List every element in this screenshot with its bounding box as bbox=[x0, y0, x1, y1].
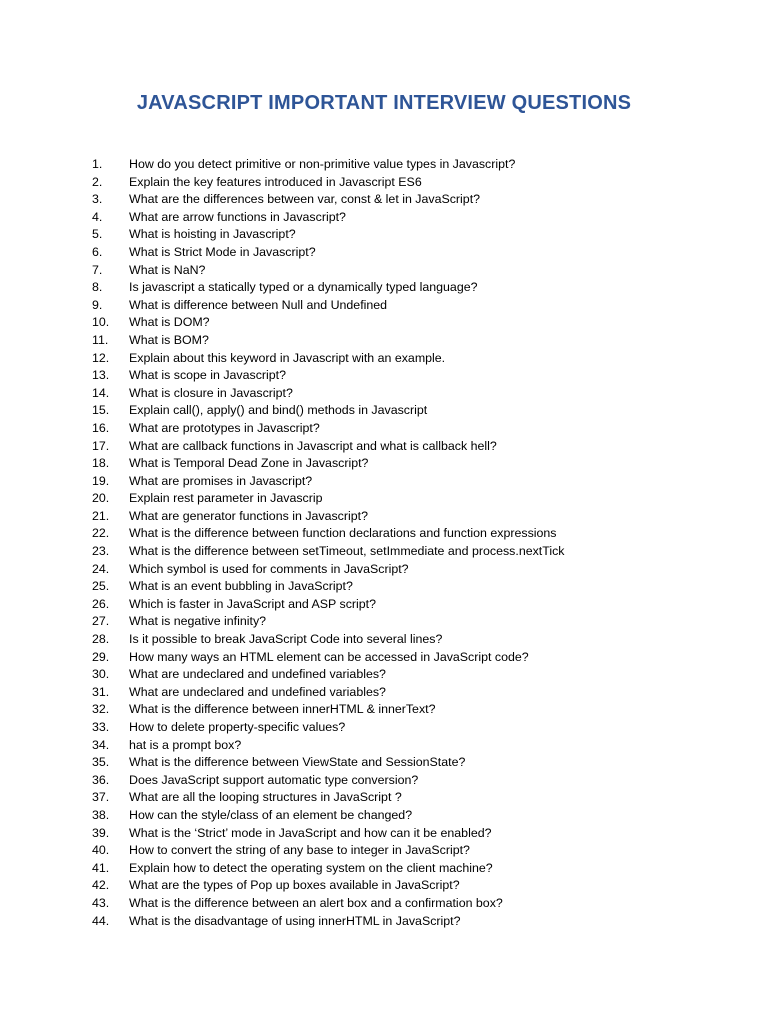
question-text: What is scope in Javascript? bbox=[129, 368, 287, 383]
question-text: Explain rest parameter in Javascrip bbox=[129, 491, 323, 506]
question-item-23 bbox=[0, 543, 768, 561]
question-number: 43. bbox=[92, 895, 110, 910]
question-number: 7. bbox=[92, 262, 103, 277]
question-text: What are promises in Javascript? bbox=[129, 473, 313, 488]
question-text: Which is faster in JavaScript and ASP script? bbox=[129, 596, 377, 611]
question-text: What is the difference between an alert box and a confirmation box? bbox=[129, 895, 503, 910]
question-number: 13. bbox=[92, 368, 110, 383]
question-number: 21. bbox=[92, 508, 110, 523]
question-item-24 bbox=[0, 561, 768, 579]
question-text: Explain call(), apply() and bind() methods in Javascript bbox=[129, 403, 428, 418]
question-number: 15. bbox=[92, 403, 110, 418]
question-item-11 bbox=[0, 332, 768, 350]
question-item-31 bbox=[0, 684, 768, 702]
question-item-13 bbox=[0, 367, 768, 385]
question-item-19 bbox=[0, 473, 768, 491]
question-item-27 bbox=[0, 613, 768, 631]
question-item-4 bbox=[0, 209, 768, 227]
question-number: 22. bbox=[92, 526, 110, 541]
question-item-39 bbox=[0, 825, 768, 843]
question-item-26 bbox=[0, 596, 768, 614]
question-text: What are undeclared and undefined variables? bbox=[129, 667, 386, 682]
question-item-43 bbox=[0, 895, 768, 913]
question-number: 5. bbox=[92, 227, 103, 242]
question-text: Explain how to detect the operating system on the client machine? bbox=[129, 860, 493, 875]
question-text: What is an event bubbling in JavaScript? bbox=[129, 579, 353, 594]
question-number: 26. bbox=[92, 596, 110, 611]
question-item-37 bbox=[0, 789, 768, 807]
question-text: What is Strict Mode in Javascript? bbox=[129, 244, 316, 259]
question-number: 14. bbox=[92, 385, 110, 400]
question-item-28 bbox=[0, 631, 768, 649]
question-text: What is the difference between setTimeout, setImmediate and process.nextTick bbox=[129, 544, 565, 559]
question-item-41 bbox=[0, 860, 768, 878]
question-text: What are generator functions in Javascript? bbox=[129, 508, 368, 523]
question-text: What is the difference between innerHTML & innerText? bbox=[129, 702, 436, 717]
question-item-1 bbox=[0, 156, 768, 174]
question-item-12 bbox=[0, 350, 768, 368]
question-text: What is DOM? bbox=[129, 315, 210, 330]
question-text: How many ways an HTML element can be accessed in JavaScript code? bbox=[129, 649, 529, 664]
question-number: 27. bbox=[92, 614, 110, 629]
question-text: Explain about this keyword in Javascript with an example. bbox=[129, 350, 446, 365]
question-item-17 bbox=[0, 438, 768, 456]
question-number: 37. bbox=[92, 790, 110, 805]
question-text: Is javascript a statically typed or a dynamically typed language? bbox=[129, 280, 478, 295]
question-text: What is hoisting in Javascript? bbox=[129, 227, 296, 242]
question-item-5 bbox=[0, 226, 768, 244]
question-number: 6. bbox=[92, 244, 103, 259]
question-text: What is the disadvantage of using innerHTML in JavaScript? bbox=[129, 913, 461, 928]
question-item-22 bbox=[0, 525, 768, 543]
question-item-21 bbox=[0, 508, 768, 526]
question-number: 42. bbox=[92, 878, 110, 893]
question-number: 4. bbox=[92, 209, 103, 224]
question-number: 16. bbox=[92, 420, 110, 435]
question-item-32 bbox=[0, 701, 768, 719]
question-number: 25. bbox=[92, 579, 110, 594]
question-item-40 bbox=[0, 842, 768, 860]
question-item-30 bbox=[0, 666, 768, 684]
question-number: 12. bbox=[92, 350, 110, 365]
question-text: How can the style/class of an element be changed? bbox=[129, 807, 413, 822]
question-number: 2. bbox=[92, 174, 103, 189]
question-number: 18. bbox=[92, 456, 110, 471]
question-number: 3. bbox=[92, 192, 103, 207]
question-number: 24. bbox=[92, 561, 110, 576]
question-item-9 bbox=[0, 297, 768, 315]
question-text: How to delete property-specific values? bbox=[129, 720, 346, 734]
question-item-6 bbox=[0, 244, 768, 262]
question-item-44 bbox=[0, 913, 768, 931]
question-number: 29. bbox=[92, 649, 110, 664]
question-text: What are callback functions in Javascript and what is callback hell? bbox=[129, 438, 497, 453]
question-item-10 bbox=[0, 314, 768, 332]
question-number: 11. bbox=[92, 332, 109, 347]
question-item-8 bbox=[0, 279, 768, 297]
question-number: 1. bbox=[92, 157, 103, 171]
question-item-36 bbox=[0, 772, 768, 790]
question-item-25 bbox=[0, 578, 768, 596]
question-number: 38. bbox=[92, 807, 110, 822]
question-item-18 bbox=[0, 455, 768, 473]
question-item-16 bbox=[0, 420, 768, 438]
question-text: What are prototypes in Javascript? bbox=[129, 420, 320, 435]
question-number: 39. bbox=[92, 825, 110, 840]
question-item-20 bbox=[0, 490, 768, 508]
question-text: What is closure in Javascript? bbox=[129, 385, 293, 400]
question-number: 30. bbox=[92, 667, 110, 682]
question-item-38 bbox=[0, 807, 768, 825]
question-text: Explain the key features introduced in Javascript ES6 bbox=[129, 174, 422, 189]
question-text: What is negative infinity? bbox=[129, 614, 267, 629]
question-item-3 bbox=[0, 191, 768, 209]
question-number: 36. bbox=[92, 772, 110, 787]
question-text: What is the difference between function declarations and function expressions bbox=[129, 526, 557, 541]
question-item-33 bbox=[0, 719, 768, 737]
question-number: 17. bbox=[92, 438, 110, 453]
page-title: JAVASCRIPT IMPORTANT INTERVIEW QUESTIONS bbox=[136, 92, 632, 114]
question-text: Is it possible to break JavaScript Code into several lines? bbox=[129, 632, 443, 647]
question-text: Does JavaScript support automatic type conversion? bbox=[129, 772, 419, 787]
question-number: 31. bbox=[92, 684, 110, 699]
question-text: What is difference between Null and Undefined bbox=[129, 297, 388, 312]
question-number: 35. bbox=[92, 755, 110, 770]
question-number: 41. bbox=[92, 860, 110, 875]
question-number: 19. bbox=[92, 473, 110, 488]
question-text: What are arrow functions in Javascript? bbox=[129, 209, 346, 224]
question-number: 32. bbox=[92, 702, 110, 717]
question-number: 28. bbox=[92, 632, 110, 647]
question-number: 9. bbox=[92, 297, 103, 312]
question-item-15 bbox=[0, 402, 768, 420]
question-item-42 bbox=[0, 877, 768, 895]
question-number: 40. bbox=[92, 843, 110, 858]
question-item-7 bbox=[0, 262, 768, 280]
question-item-29 bbox=[0, 649, 768, 667]
question-number: 8. bbox=[92, 280, 103, 295]
question-number: 10. bbox=[92, 315, 110, 330]
question-text: How to convert the string of any base to integer in JavaScript? bbox=[129, 843, 470, 858]
question-text: How do you detect primitive or non-primitive value types in Javascript? bbox=[129, 157, 516, 171]
question-text: hat is a prompt box? bbox=[129, 737, 242, 752]
question-list bbox=[0, 156, 768, 930]
question-text: What are undeclared and undefined variables? bbox=[129, 684, 386, 699]
question-number: 33. bbox=[92, 720, 110, 734]
question-item-2 bbox=[0, 174, 768, 192]
question-text: Which symbol is used for comments in JavaScript? bbox=[129, 561, 409, 576]
question-text: What are the differences between var, const & let in JavaScript? bbox=[129, 192, 481, 207]
question-text: What is BOM? bbox=[129, 332, 209, 347]
question-text: What is the difference between ViewState and SessionState? bbox=[129, 755, 466, 770]
question-item-35 bbox=[0, 754, 768, 772]
question-item-34 bbox=[0, 737, 768, 755]
question-number: 20. bbox=[92, 491, 110, 506]
question-number: 44. bbox=[92, 913, 110, 928]
question-item-14 bbox=[0, 385, 768, 403]
question-text: What is Temporal Dead Zone in Javascript? bbox=[129, 456, 369, 471]
question-text: What is the ‘Strict’ mode in JavaScript and how can it be enabled? bbox=[129, 825, 492, 840]
question-number: 34. bbox=[92, 737, 110, 752]
question-text: What is NaN? bbox=[129, 262, 206, 277]
question-text: What are all the looping structures in JavaScript ? bbox=[129, 790, 402, 805]
question-text: What are the types of Pop up boxes available in JavaScript? bbox=[129, 878, 460, 893]
question-number: 23. bbox=[92, 544, 110, 559]
